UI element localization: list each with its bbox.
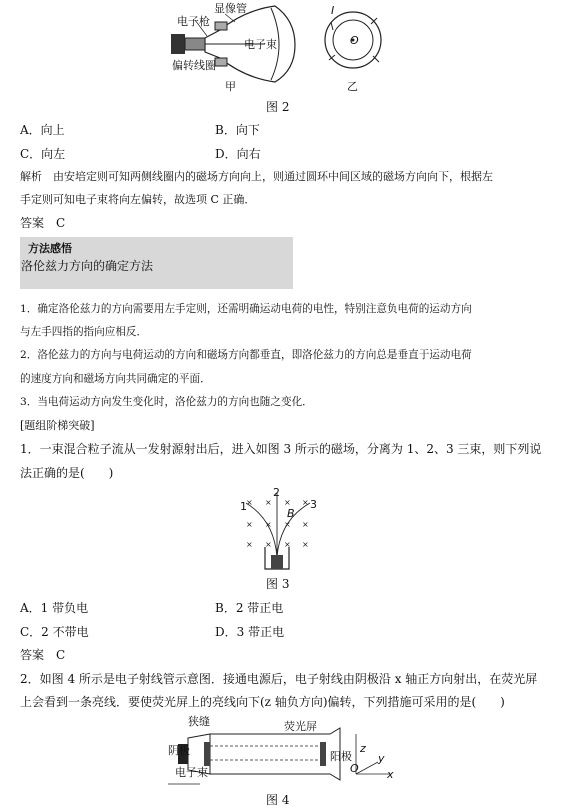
q1-stem-line2: 法正确的是( ) (20, 466, 114, 480)
prev-option-d: D．向右 (215, 147, 261, 161)
fig2-sub-b: 乙 (347, 80, 358, 93)
fig3-beam-3: 3 (310, 498, 317, 511)
fig4-beam-label: 电子束 (175, 766, 208, 779)
method-box-title: 方法感悟 (28, 242, 72, 255)
prev-option-a: A．向上 (20, 123, 65, 137)
svg-text:×: × (284, 540, 291, 549)
fig3-beam-1: 1 (240, 500, 247, 513)
q2-stem-line1: 2．如图 4 所示是电子射线管示意图．接通电源后，电子射线由阴极沿 x 轴正方向射出，在荧光屏 (20, 672, 538, 686)
method-point-1b: 与左手四指的指向应相反． (20, 326, 148, 338)
crt-beam-label: 电子束 (244, 38, 277, 51)
svg-text:×: × (302, 498, 309, 507)
svg-text:×: × (246, 498, 253, 507)
fig3-field-b: B (287, 507, 295, 520)
prev-option-b: B．向下 (215, 123, 260, 137)
prev-analysis-line2: 手定则可知电子束将向左偏转，故选项 C 正确． (20, 193, 256, 206)
q1-option-b: B．2 带正电 (215, 601, 284, 615)
svg-text:×: × (265, 498, 272, 507)
svg-text:×: × (302, 520, 309, 529)
crt-tube-label: 显像管 (214, 2, 247, 15)
fig4-axis-z: z (360, 742, 366, 755)
section-heading: [题组阶梯突破] (20, 419, 95, 432)
q1-stem-line1: 1．一束混合粒子流从一发射源射出后，进入如图 3 所示的磁场，分离为 1、2、3 三束，则下列说 (20, 442, 542, 456)
ring-current-label: I (331, 4, 335, 17)
svg-text:×: × (265, 540, 272, 549)
q1-answer: 答案 C (20, 648, 66, 662)
fig3-beam-2: 2 (273, 486, 280, 499)
q1-option-c: C．2 不带电 (20, 625, 89, 639)
q1-option-a: A．1 带负电 (20, 601, 89, 615)
crt-coil-label: 偏转线圈 (172, 59, 216, 72)
q1-option-d: D．3 带正电 (215, 625, 285, 639)
svg-text:×: × (246, 540, 253, 549)
ring-center-label: O (350, 34, 359, 47)
fig4-screen-label: 荧光屏 (284, 720, 317, 733)
method-point-3: 3．当电荷运动方向发生变化时，洛伦兹力的方向也随之变化． (20, 396, 313, 408)
fig4-cathode-label: 阴极 (168, 744, 190, 757)
svg-text:×: × (284, 520, 291, 529)
fig4-slit-label: 狭缝 (188, 715, 210, 728)
fig4-anode-label: 阳极 (330, 750, 352, 763)
prev-option-c: C．向左 (20, 147, 66, 161)
method-box-subtitle: 洛伦兹力方向的确定方法 (21, 259, 154, 273)
svg-text:×: × (265, 520, 272, 529)
fig4-caption: 图 4 (266, 793, 290, 807)
q2-stem-line2: 上会看到一条亮线．要使荧光屏上的亮线向下(z 轴负方向)偏转，下列措施可采用的是( ) (20, 695, 505, 709)
svg-text:×: × (302, 540, 309, 549)
method-point-2b: 的速度方向和磁场方向共同确定的平面． (20, 373, 211, 385)
prev-answer: 答案 C (20, 216, 66, 230)
method-point-2a: 2．洛伦兹力的方向与电荷运动的方向和磁场方向都垂直，即洛伦兹力的方向总是垂直于运动电荷 (20, 349, 472, 361)
fig3-caption: 图 3 (266, 577, 290, 591)
prev-analysis-line1: 解析 由安培定则可知两侧线圈内的磁场方向向上，则通过圆环中间区域的磁场方向向下，根据左 (20, 170, 493, 183)
method-point-1a: 1．确定洛伦兹力的方向需要用左手定则，还需明确运动电荷的电性，特别注意负电荷的运动方向 (20, 303, 472, 315)
fig2-caption: 图 2 (266, 100, 290, 114)
crt-gun-label: 电子枪 (177, 15, 210, 28)
fig2-sub-a: 甲 (225, 80, 236, 93)
fig4-origin: O (350, 762, 359, 775)
svg-text:×: × (284, 498, 291, 507)
svg-text:×: × (246, 520, 253, 529)
fig4-axis-x: x (387, 768, 394, 781)
fig4-axis-y: y (378, 752, 385, 765)
